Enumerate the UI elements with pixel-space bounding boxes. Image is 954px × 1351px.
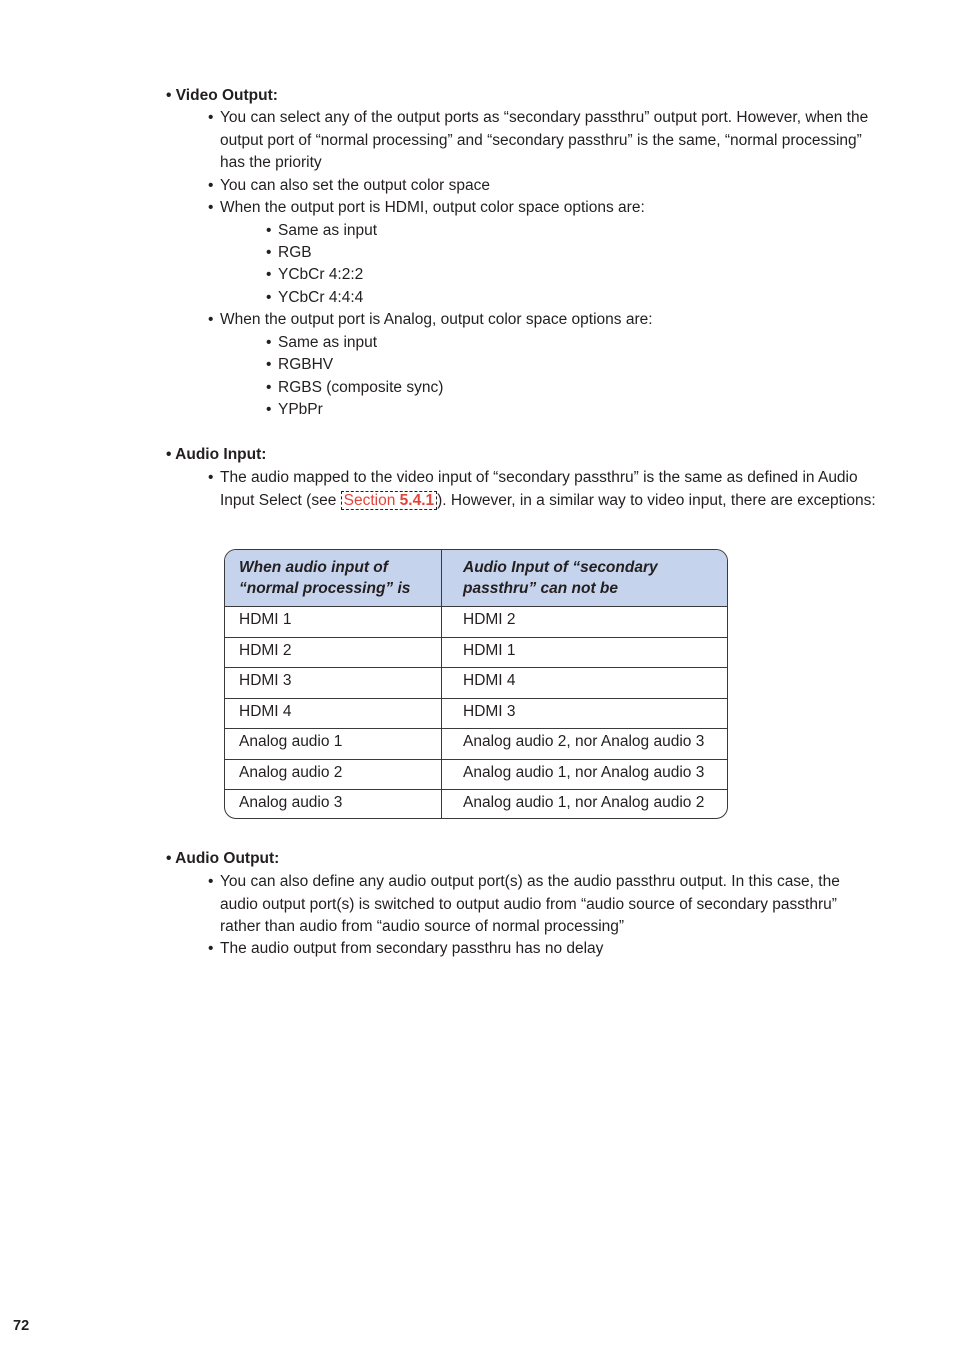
- list-item: • You can select any of the output ports as “secondary passthru” output port. However, when the output port of “normal processing” and “secondary passthru” is the same, “normal processing” has the priority: [208, 109, 869, 171]
- table-row: Analog audio 1 Analog audio 2, nor Analog audio 3: [225, 728, 728, 759]
- header-col2: Audio Input of “secondary passthru” can not be: [463, 559, 658, 597]
- hdmi-option: • YCbCr 4:2:2: [266, 266, 364, 283]
- table-row: Analog audio 2 Analog audio 1, nor Analog audio 3: [225, 759, 728, 790]
- list-item: • You can also set the output color space: [208, 177, 491, 194]
- column-divider: [441, 550, 442, 819]
- hdmi-option: • RGB: [266, 244, 312, 261]
- audio-input-heading: • Audio Input:: [166, 446, 267, 463]
- analog-option: • YPbPr: [266, 401, 323, 418]
- hdmi-option: • Same as input: [266, 222, 378, 239]
- audio-output-heading: • Audio Output:: [166, 850, 280, 867]
- list-item: • The audio output from secondary passthru has no delay: [208, 940, 604, 957]
- table-header: [225, 550, 728, 607]
- table-row: Analog audio 3 Analog audio 1, nor Analog audio 2: [225, 789, 728, 819]
- page-number: 72: [13, 1318, 30, 1334]
- hdmi-option: • YCbCr 4:4:4: [266, 289, 364, 306]
- list-item: • You can also define any audio output port(s) as the audio passthru output. In this case, the audio output port(s) is switched to output audio from “audio source of secondary passthru” rather than audio from “audio source of normal processing”: [208, 873, 840, 935]
- table-row: HDMI 3 HDMI 4: [225, 667, 728, 698]
- table-row: HDMI 1 HDMI 2: [239, 611, 516, 628]
- audio-exceptions-table: [224, 549, 728, 819]
- list-item: • The audio mapped to the video input of “secondary passthru” is the same as defined in Audio Input Select (see Section 5.4.1 ). However, in a similar way to video input, there are exceptions:: [208, 469, 876, 509]
- list-item: • When the output port is HDMI, output color space options are:: [208, 199, 645, 216]
- analog-option: • Same as input: [266, 334, 378, 351]
- section-link[interactable]: Section 5.4.1: [341, 491, 438, 510]
- video-output-heading: • Video Output:: [166, 87, 278, 104]
- list-item: • When the output port is Analog, output color space options are:: [208, 311, 653, 328]
- header-col1: When audio input of “normal processing” is: [239, 559, 411, 597]
- analog-option: • RGBS (composite sync): [266, 379, 444, 396]
- table-row: HDMI 4 HDMI 3: [225, 698, 728, 729]
- analog-option: • RGBHV: [266, 356, 334, 373]
- table-row: HDMI 2 HDMI 1: [225, 637, 728, 668]
